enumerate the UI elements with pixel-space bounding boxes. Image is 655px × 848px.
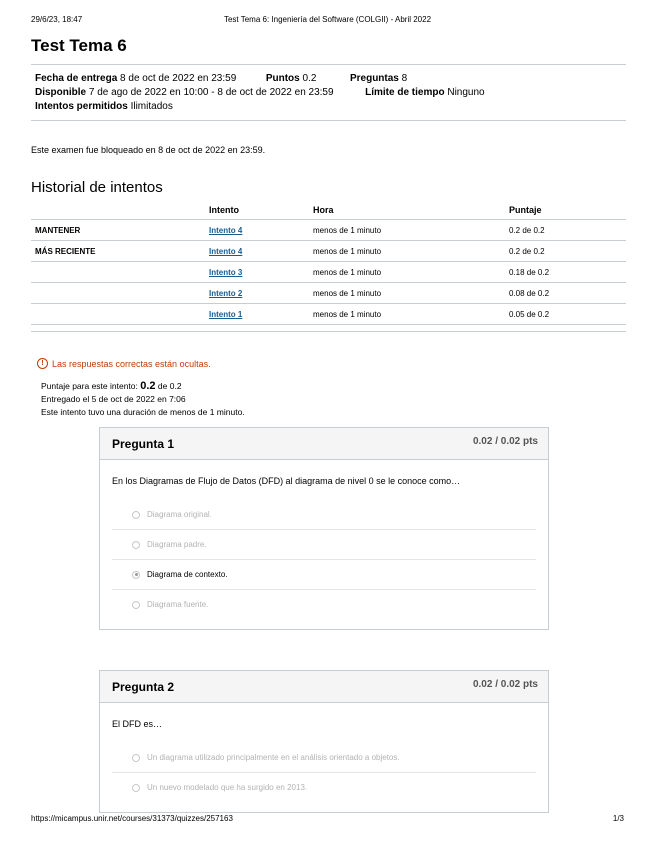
hidden-answers-notice (37, 358, 626, 369)
answer-option[interactable] (112, 529, 536, 559)
time-limit-label: Límite de tiempo (365, 87, 445, 98)
attempt-time: menos de 1 minuto (313, 283, 509, 304)
answer-label: Diagrama original. (147, 510, 212, 519)
question-body (100, 703, 548, 812)
attempts-allowed-label: Intentos permitidos (35, 101, 128, 112)
attempt-link[interactable]: Intento 4 (209, 225, 243, 235)
row-label (31, 304, 209, 325)
answer-label: Un diagrama utilizado principalmente en el análisis orientado a objetos. (147, 753, 400, 762)
attempt-score: 0.2 de 0.2 (509, 241, 626, 262)
attempt-link[interactable]: Intento 3 (209, 267, 243, 277)
answer-option[interactable] (112, 743, 536, 772)
column-header-attempt: Intento (209, 201, 313, 220)
page-title: Test Tema 6 (31, 36, 127, 55)
table-row (31, 304, 626, 325)
answer-label: Un nuevo modelado que ha surgido en 2013. (147, 783, 308, 792)
question-header (100, 671, 548, 703)
questions-label: Preguntas (349, 73, 399, 84)
column-header-score: Puntaje (509, 201, 626, 220)
question-title: Pregunta 1 (112, 437, 175, 451)
attempt-link[interactable]: Intento 2 (209, 288, 243, 298)
column-header-empty (31, 201, 209, 220)
question-card (99, 670, 549, 813)
radio-icon[interactable] (132, 541, 140, 549)
submitted-text: Entregado el 5 de oct de 2022 en 7:06 (41, 394, 186, 404)
table-row (31, 262, 626, 283)
answer-label: Diagrama padre. (147, 540, 207, 549)
question-text: En los Diagramas de Flujo de Datos (DFD) al diagrama de nivel 0 se le conoce como… (112, 476, 461, 486)
attempt-time: menos de 1 minuto (313, 241, 509, 262)
quiz-details (31, 65, 626, 120)
question-header (100, 428, 548, 460)
score-value: 0.2 (140, 380, 156, 392)
attempt-time: menos de 1 minuto (313, 262, 509, 283)
radio-icon[interactable] (132, 754, 140, 762)
score-prefix: Puntaje para este intento: (41, 381, 138, 391)
question-title: Pregunta 2 (112, 680, 175, 694)
page-number: 1/3 (612, 814, 624, 823)
attempt-summary (41, 380, 626, 419)
attempts-table (31, 201, 626, 325)
answer-option-selected[interactable] (112, 559, 536, 589)
due-value: 8 de oct de 2022 en 23:59 (120, 73, 237, 84)
print-datetime: 29/6/23, 18:47 (31, 15, 83, 24)
answer-option[interactable] (112, 500, 536, 529)
print-page-title: Test Tema 6: Ingeniería del Software (COLGII) - Abril 2022 (223, 15, 432, 24)
attempt-score: 0.05 de 0.2 (509, 304, 626, 325)
quiz-content (31, 32, 626, 813)
answer-option[interactable] (112, 772, 536, 802)
answer-option[interactable] (112, 589, 536, 619)
attempt-score: 0.2 de 0.2 (509, 220, 626, 241)
divider (31, 331, 626, 332)
score-suffix: de 0.2 (157, 381, 182, 391)
print-url: https://micampus.unir.net/courses/31373/quizzes/257163 (31, 814, 233, 823)
duration-text: Este intento tuvo una duración de menos de 1 minuto. (41, 407, 245, 417)
time-limit-value: Ninguno (447, 87, 485, 98)
column-header-time: Hora (313, 201, 509, 220)
available-label: Disponible (35, 87, 87, 98)
answer-label: Diagrama de contexto. (147, 570, 228, 579)
question-body (100, 460, 548, 629)
points-label: Puntos (265, 73, 300, 84)
divider (31, 120, 626, 121)
table-row (31, 220, 626, 241)
print-header (31, 15, 624, 27)
radio-icon[interactable] (132, 511, 140, 519)
row-label (31, 283, 209, 304)
row-label: MANTENER (31, 220, 209, 241)
table-header-row (31, 201, 626, 220)
question-points: 0.02 / 0.02 pts (472, 679, 538, 690)
radio-icon[interactable] (132, 784, 140, 792)
attempts-allowed-value: Ilimitados (130, 101, 173, 112)
row-label (31, 262, 209, 283)
answer-label: Diagrama fuente. (147, 600, 209, 609)
print-footer (31, 814, 624, 826)
hidden-answers-text: Las respuestas correctas están ocultas. (52, 358, 211, 369)
history-heading: Historial de intentos (31, 179, 163, 196)
attempt-time: menos de 1 minuto (313, 304, 509, 325)
warning-icon: ! (37, 358, 48, 369)
attempt-link[interactable]: Intento 4 (209, 246, 243, 256)
radio-selected-icon[interactable] (132, 571, 140, 579)
question-points: 0.02 / 0.02 pts (472, 436, 538, 447)
locked-message: Este examen fue bloqueado en 8 de oct de 2022 en 23:59. (31, 145, 266, 155)
due-label: Fecha de entrega (35, 73, 118, 84)
questions-value: 8 (401, 73, 408, 84)
question-card (99, 427, 549, 630)
attempt-link[interactable]: Intento 1 (209, 309, 243, 319)
radio-icon[interactable] (132, 601, 140, 609)
table-row (31, 241, 626, 262)
attempt-score: 0.08 de 0.2 (509, 283, 626, 304)
points-value: 0.2 (302, 73, 317, 84)
attempt-time: menos de 1 minuto (313, 220, 509, 241)
attempt-score: 0.18 de 0.2 (509, 262, 626, 283)
available-value: 7 de ago de 2022 en 10:00 - 8 de oct de 2022 en 23:59 (88, 87, 334, 98)
row-label: MÁS RECIENTE (31, 241, 209, 262)
table-row (31, 283, 626, 304)
question-text: El DFD es… (112, 719, 163, 729)
